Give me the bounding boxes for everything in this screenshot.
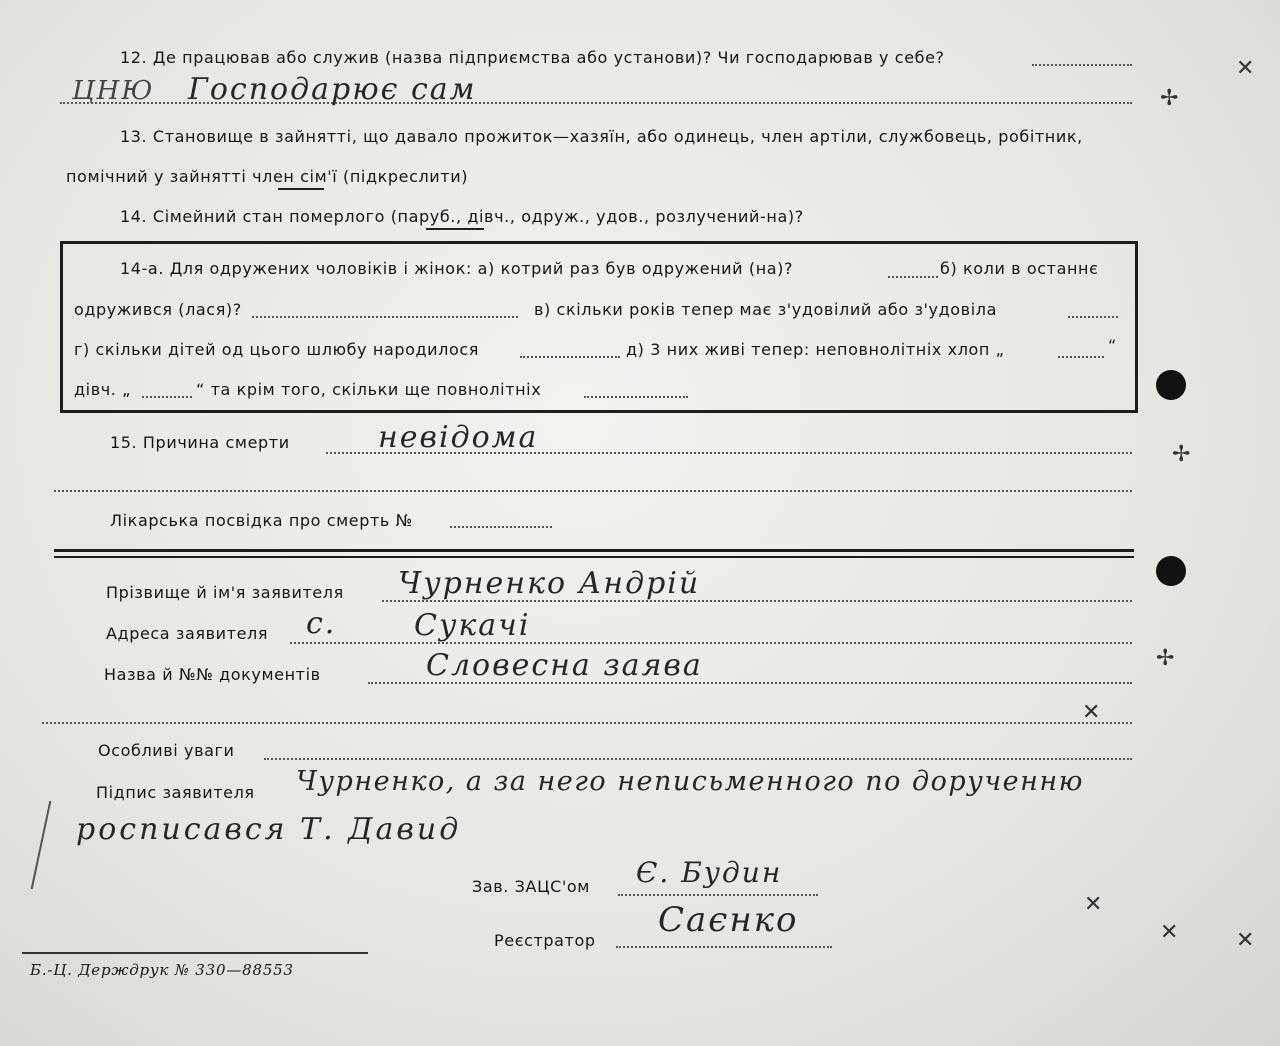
q14-underline [426,228,484,230]
binding-mark-icon: ✕ [1236,928,1255,953]
q12-answer: Господарює сам [188,72,477,107]
binding-mark-icon: ✕ [1084,892,1103,917]
binding-mark-icon: ✕ [1082,700,1101,725]
separator-rule-bottom [54,556,1134,558]
signature-label: Підпис заявителя [96,783,255,802]
notes-label: Особливі уваги [98,741,235,760]
q14a-line1a: 14-а. Для одружених чоловіків і жінок: а) котрий раз був одружений (на)? [120,259,794,278]
q14a-dots-4 [520,356,620,358]
binding-hole-icon [1156,370,1186,400]
notes-line [264,758,1132,760]
applicant-address-prefix: с. [306,606,337,641]
binding-mark-icon: ✢ [1156,646,1175,671]
q12-answer-prefix: ЦНЮ [72,76,155,106]
separator-rule-top [54,549,1134,552]
q14a-dots-1 [888,276,938,278]
q14a-dots-6 [142,396,192,398]
applicant-address-value: Сукачі [414,608,531,643]
q13-line2: помічний у зайнятті член сім'ї (підкреслити) [66,167,469,186]
registry-head-signature: Є. Будин [636,856,783,889]
documents-label: Назва й №№ документів [104,665,321,684]
registrar-label: Реєстратор [494,931,596,950]
binding-mark-icon: ✕ [1160,920,1179,945]
q14a-line3b: д) 3 них живі тепер: неповнолітніх хлоп „ [626,340,1005,359]
registrar-signature: Саєнко [658,900,799,940]
signature-line1: Чурненко, а за него неписьменного по дорученню [296,766,1084,797]
imprint-rule [22,952,368,954]
q14a-line4b: “ та крім того, скільки ще повнолітніх [196,380,542,399]
registrar-line [616,946,832,948]
q15-answer: невідома [378,420,539,455]
q14-question: 14. Сімейний стан померлого (паруб., дівч., одруж., удов., розлучений-на)? [120,207,804,226]
medical-certificate-line [450,526,552,528]
applicant-name-line [382,600,1132,602]
registry-head-line [618,894,818,896]
q14a-line1b: б) коли в останнє [940,259,1099,278]
q12-question: 12. Де працював або служив (назва підприємства або установи)? Чи господарював у себе? [120,48,945,67]
q14a-dots-3 [1068,316,1118,318]
binding-mark-icon: ✕ [1236,56,1255,81]
q13-line1: 13. Становище в зайнятті, що давало прожиток—хазяїн, або одинець, член артіли, службовець, робітник, [120,127,1083,146]
documents-extra-line [42,722,1132,724]
q14a-line4a: дівч. „ [74,380,132,399]
binding-hole-icon [1156,556,1186,586]
signature-margin-stroke [31,801,52,889]
q13-underline [278,188,324,190]
q12-answer-line [60,102,1132,104]
medical-certificate-label: Лікарська посвідка про смерть № [110,511,413,530]
q14a-line2b: в) скільки років тепер має з'удовілий або з'удовіла [534,300,997,319]
q15-label: 15. Причина смерти [110,433,290,452]
applicant-name-label: Прізвище й ім'я заявителя [106,583,344,602]
q12-dotted-line [1032,64,1132,66]
q14a-line3a: г) скільки дітей од цього шлюбу народилося [74,340,479,359]
q14a-line2a: одружився (лася)? [74,300,242,319]
binding-mark-icon: ✢ [1172,442,1191,467]
q14a-dots-5 [1058,356,1104,358]
signature-line2: росписався Т. Давид [76,812,462,847]
documents-line [368,682,1132,684]
q14a-dots-2 [252,316,518,318]
q15-extra-line [54,490,1132,492]
imprint-text: Б.-Ц. Держдрук № 330—88553 [30,961,294,979]
applicant-address-line [290,642,1132,644]
documents-value: Словесна заява [426,648,703,683]
applicant-address-label: Адреса заявителя [106,624,269,643]
q14a-line3c: “ [1108,336,1117,355]
applicant-name-value: Чурненко Андрій [398,566,701,601]
binding-mark-icon: ✢ [1160,86,1179,111]
registry-head-label: Зав. ЗАЦС'ом [472,877,590,896]
q14a-dots-7 [584,396,688,398]
q15-answer-line [326,452,1132,454]
